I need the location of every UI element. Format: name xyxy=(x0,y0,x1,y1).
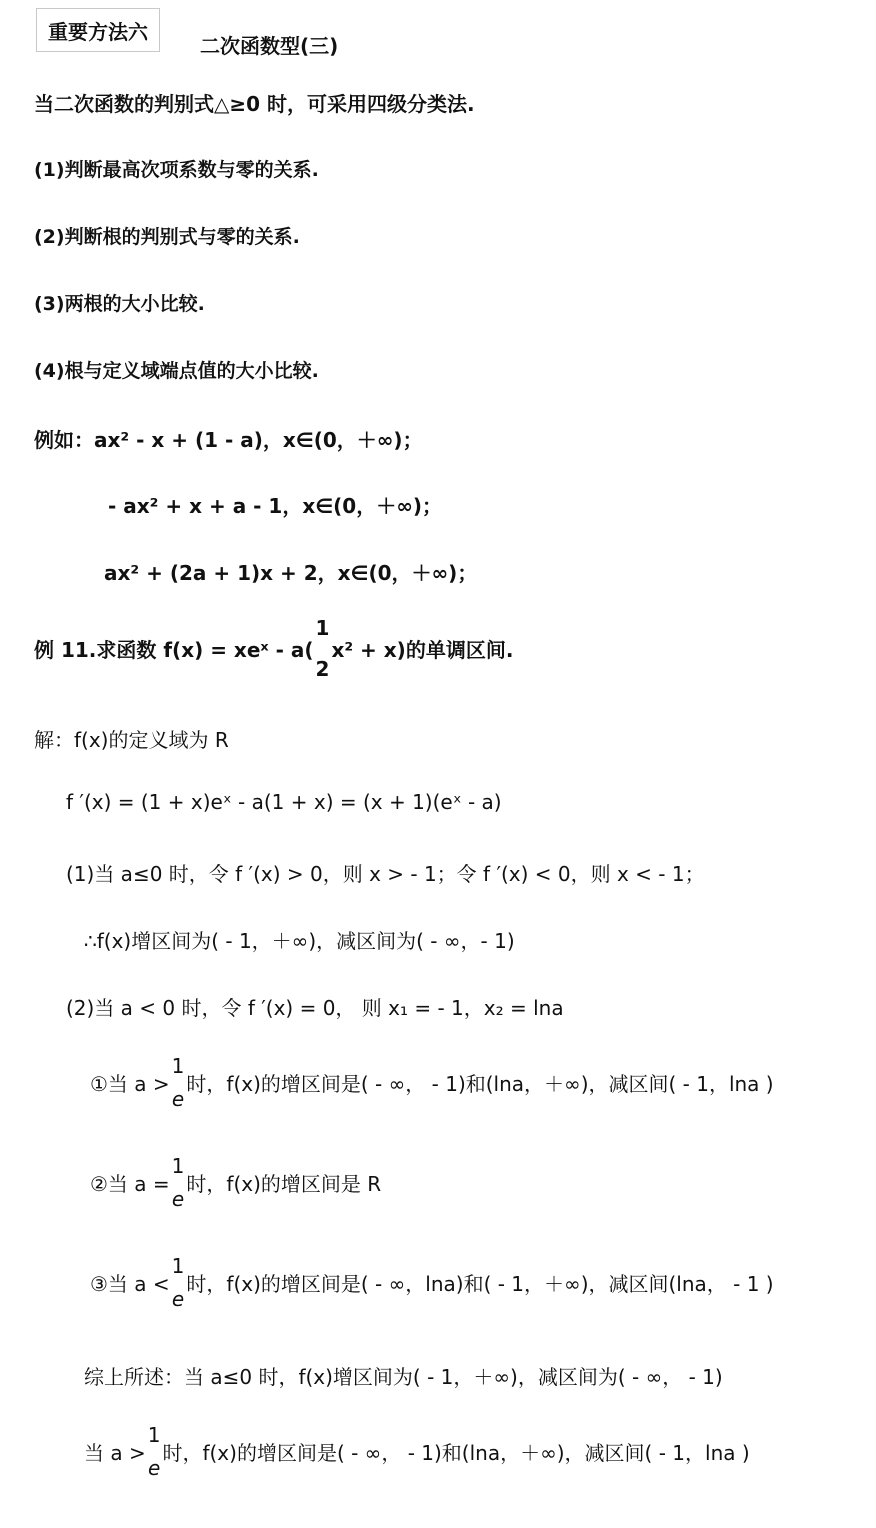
fraction-one-over-e xyxy=(148,1425,161,1478)
example-line-1 xyxy=(34,424,423,453)
example-11 xyxy=(34,618,513,679)
fraction-numerator: 1 xyxy=(171,1054,185,1078)
fraction-one-over-e xyxy=(172,1056,185,1109)
summary-line-2 xyxy=(84,1425,750,1478)
page-title xyxy=(200,30,338,59)
example-11-suffix: x² + x)的单调区间. xyxy=(331,638,514,662)
solution-derivative-text: f ′(x) = (1 + x)eˣ - a(1 + x) = (x + 1)(eˣ - a) xyxy=(66,790,502,814)
step-1-text: (1)判断最高次项系数与零的关系. xyxy=(34,159,319,181)
summary-line-1 xyxy=(84,1361,723,1390)
sub-case-1-prefix: ①当 a > xyxy=(90,1072,170,1096)
example-11-prefix: 例 11.求函数 f(x) = xeˣ - a( xyxy=(34,638,314,662)
fraction-bar xyxy=(172,1182,185,1183)
sub-case-3-prefix: ③当 a < xyxy=(90,1272,170,1296)
section-label-box xyxy=(36,8,160,52)
sub-case-2-suffix: 时，f(x)的增区间是 R xyxy=(186,1172,382,1196)
solution-domain-text: 解：f(x)的定义域为 R xyxy=(34,728,229,752)
solution-case-1-result-text: ∴f(x)增区间为( - 1，＋∞)，减区间为( - ∞，- 1) xyxy=(84,929,515,953)
example-line-3-text: ax² + (2a + 1)x + 2，x∈(0，＋∞)； xyxy=(104,561,478,585)
sub-case-3 xyxy=(90,1256,774,1309)
summary-line-2-suffix: 时，f(x)的增区间是( - ∞， - 1)和(lna，＋∞)，减区间( - 1，lna ) xyxy=(162,1441,750,1465)
fraction-denominator: 2 xyxy=(315,657,330,681)
fraction-denominator: e xyxy=(171,1287,185,1311)
solution-domain xyxy=(34,724,229,753)
step-4-text: (4)根与定义域端点值的大小比较. xyxy=(34,360,319,382)
sub-case-2 xyxy=(90,1156,381,1209)
fraction-denominator: e xyxy=(147,1456,161,1480)
section-label: 重要方法六 xyxy=(48,19,148,44)
fraction-denominator: e xyxy=(171,1187,185,1211)
solution-case-1-text: (1)当 a≤0 时，令 f ′(x) > 0，则 x > - 1；令 f ′(x) < 0，则 x < - 1； xyxy=(66,862,705,886)
example-line-1-text: 例如：ax² - x + (1 - a)，x∈(0，＋∞)； xyxy=(34,428,423,452)
fraction-bar xyxy=(148,1451,161,1452)
fraction-one-half xyxy=(316,618,330,679)
fraction-numerator: 1 xyxy=(147,1423,161,1447)
fraction-bar xyxy=(172,1282,185,1283)
step-3-text: (3)两根的大小比较. xyxy=(34,293,205,315)
fraction-bar xyxy=(316,648,330,649)
solution-case-2-text: (2)当 a < 0 时，令 f ′(x) = 0， 则 x₁ = - 1，x₂ = lna xyxy=(66,996,564,1020)
fraction-numerator: 1 xyxy=(171,1254,185,1278)
step-4 xyxy=(34,356,319,383)
fraction-one-over-e xyxy=(172,1256,185,1309)
example-line-2-text: - ax² + x + a - 1，x∈(0，＋∞)； xyxy=(108,494,443,518)
fraction-numerator: 1 xyxy=(171,1154,185,1178)
step-2-text: (2)判断根的判别式与零的关系. xyxy=(34,226,300,248)
fraction-one-over-e xyxy=(172,1156,185,1209)
sub-case-1 xyxy=(90,1056,774,1109)
solution-case-1-result xyxy=(84,925,515,954)
solution-case-1 xyxy=(66,858,705,887)
solution-case-2 xyxy=(66,992,564,1021)
fraction-denominator: e xyxy=(171,1087,185,1111)
example-line-2 xyxy=(108,490,442,519)
page-title-text: 二次函数型(三) xyxy=(200,34,339,58)
intro-text xyxy=(34,88,475,117)
step-1 xyxy=(34,155,319,182)
example-line-3 xyxy=(104,557,477,586)
intro-text-content: 当二次函数的判别式△≥0 时，可采用四级分类法. xyxy=(34,92,475,116)
sub-case-2-prefix: ②当 a = xyxy=(90,1172,170,1196)
solution-derivative xyxy=(66,790,502,814)
sub-case-3-suffix: 时，f(x)的增区间是( - ∞，lna)和( - 1，＋∞)，减区间(lna， - 1 ) xyxy=(186,1272,774,1296)
summary-line-1-text: 综上所述：当 a≤0 时，f(x)增区间为( - 1，＋∞)，减区间为( - ∞， - 1) xyxy=(84,1365,723,1389)
fraction-bar xyxy=(172,1082,185,1083)
fraction-numerator: 1 xyxy=(315,616,330,640)
step-2 xyxy=(34,222,300,249)
sub-case-1-suffix: 时，f(x)的增区间是( - ∞， - 1)和(lna，＋∞)，减区间( - 1，lna ) xyxy=(186,1072,774,1096)
summary-line-2-prefix: 当 a > xyxy=(84,1441,146,1465)
step-3 xyxy=(34,289,205,316)
